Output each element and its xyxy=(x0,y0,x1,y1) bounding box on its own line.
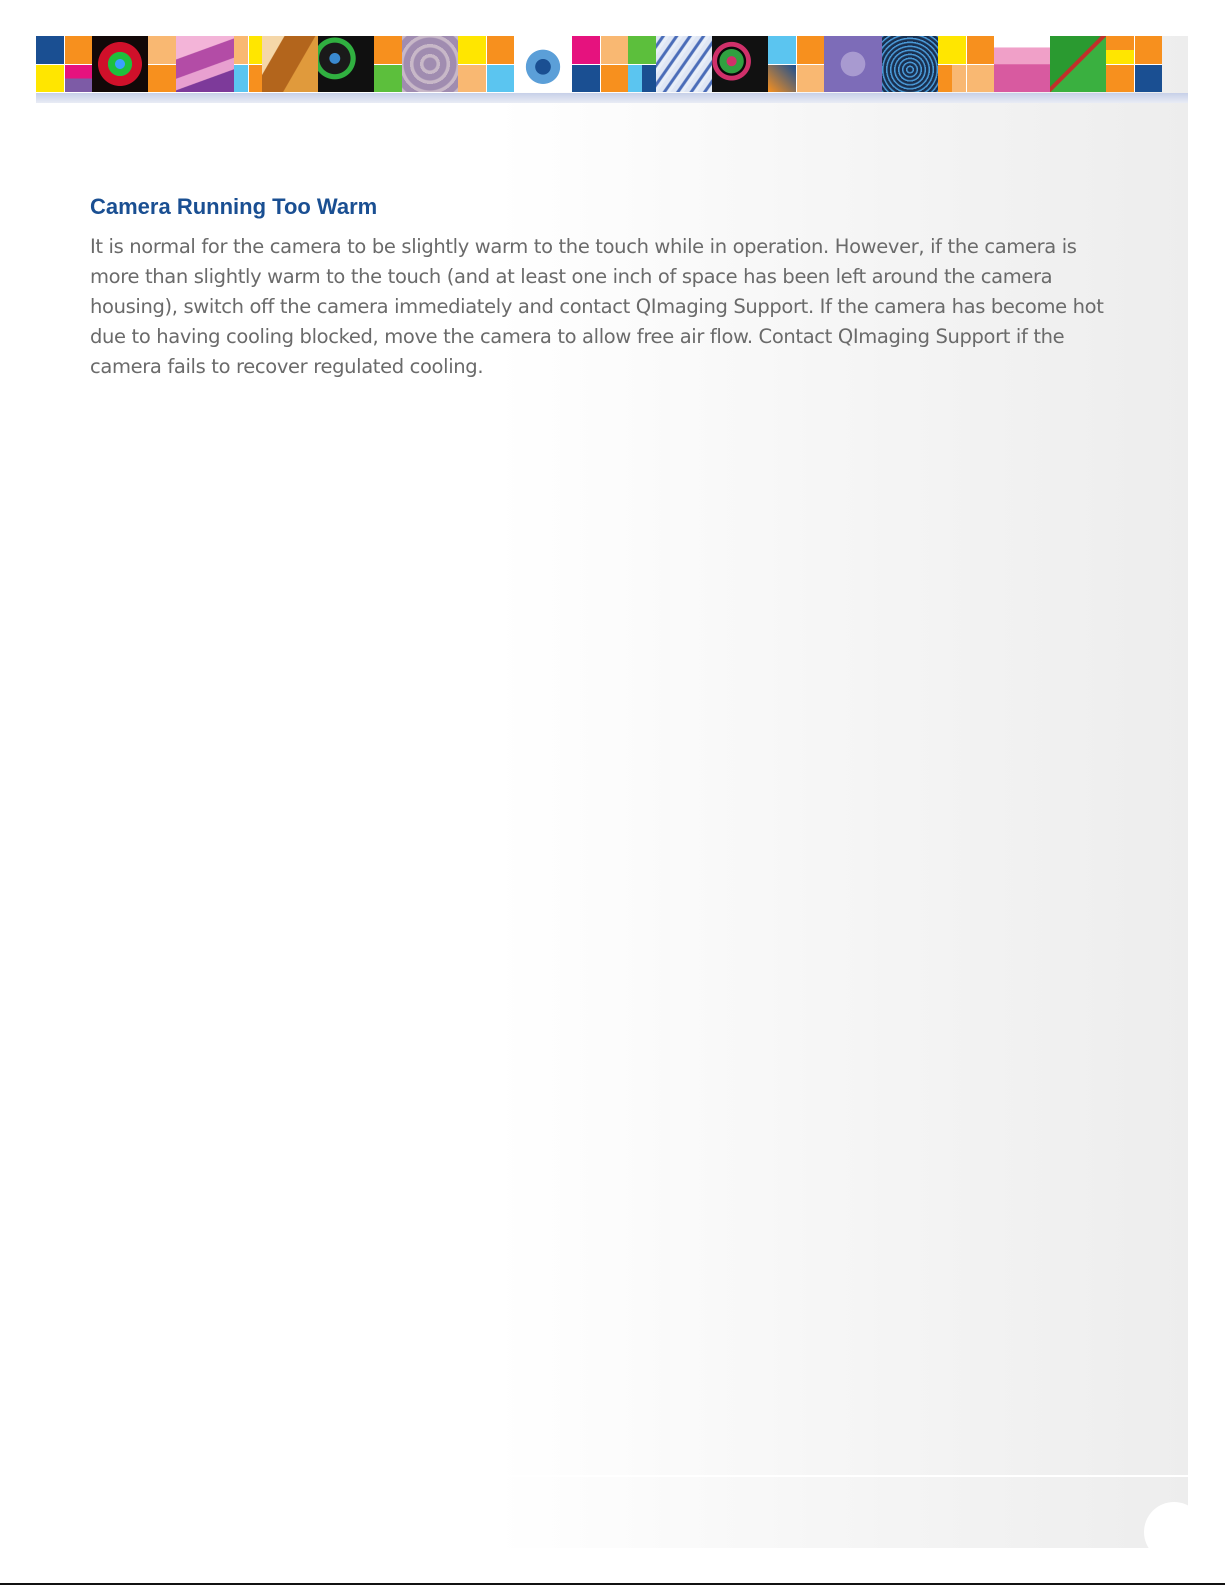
microscopy-image-fluorescence xyxy=(318,36,374,92)
page-margin xyxy=(1188,1480,1225,1580)
footer-divider xyxy=(36,1475,1188,1477)
microscopy-image-leaf xyxy=(1050,36,1106,92)
section-heading: Camera Running Too Warm xyxy=(90,194,378,219)
microscopy-image-crystals xyxy=(402,36,458,92)
microscopy-image-tissue xyxy=(176,36,234,92)
color-mosaic-tile xyxy=(36,36,92,92)
color-mosaic-tile xyxy=(768,36,824,92)
microscopy-image-purple-cells xyxy=(824,36,882,92)
color-mosaic-tile xyxy=(572,36,628,92)
microscopy-image-skin xyxy=(994,36,1050,92)
section-body: It is normal for the camera to be slightly warm to the touch while in operation. However, if the camera is more than slightly warm to the touch (and at least one inch of space has been left around the camera housing), switch off the camera immediately and contact QImaging Support. If the camera has become hot due to having cooling blocked, move the camera to allow free air flow. Contact QImaging Support if the camera fails to recover regulated cooling. xyxy=(90,235,1104,378)
color-mosaic-tile xyxy=(458,36,514,92)
microscopy-image-blue-form xyxy=(514,36,572,92)
color-mosaic-tile xyxy=(234,36,262,92)
microscopy-image-stained xyxy=(262,36,318,92)
color-mosaic-tile xyxy=(374,36,402,92)
color-mosaic-tile xyxy=(628,36,656,92)
microscopy-image-fibers xyxy=(656,36,712,92)
microscopy-image-cell xyxy=(92,36,148,92)
color-mosaic-tile xyxy=(1106,36,1162,92)
color-mosaic-tile xyxy=(148,36,176,92)
microscopy-image-cells-green xyxy=(712,36,768,92)
color-mosaic-tile xyxy=(938,36,994,92)
banner-divider xyxy=(36,93,1188,103)
microscopy-image-fingerprint xyxy=(882,36,938,92)
header-image-banner xyxy=(36,36,1188,92)
